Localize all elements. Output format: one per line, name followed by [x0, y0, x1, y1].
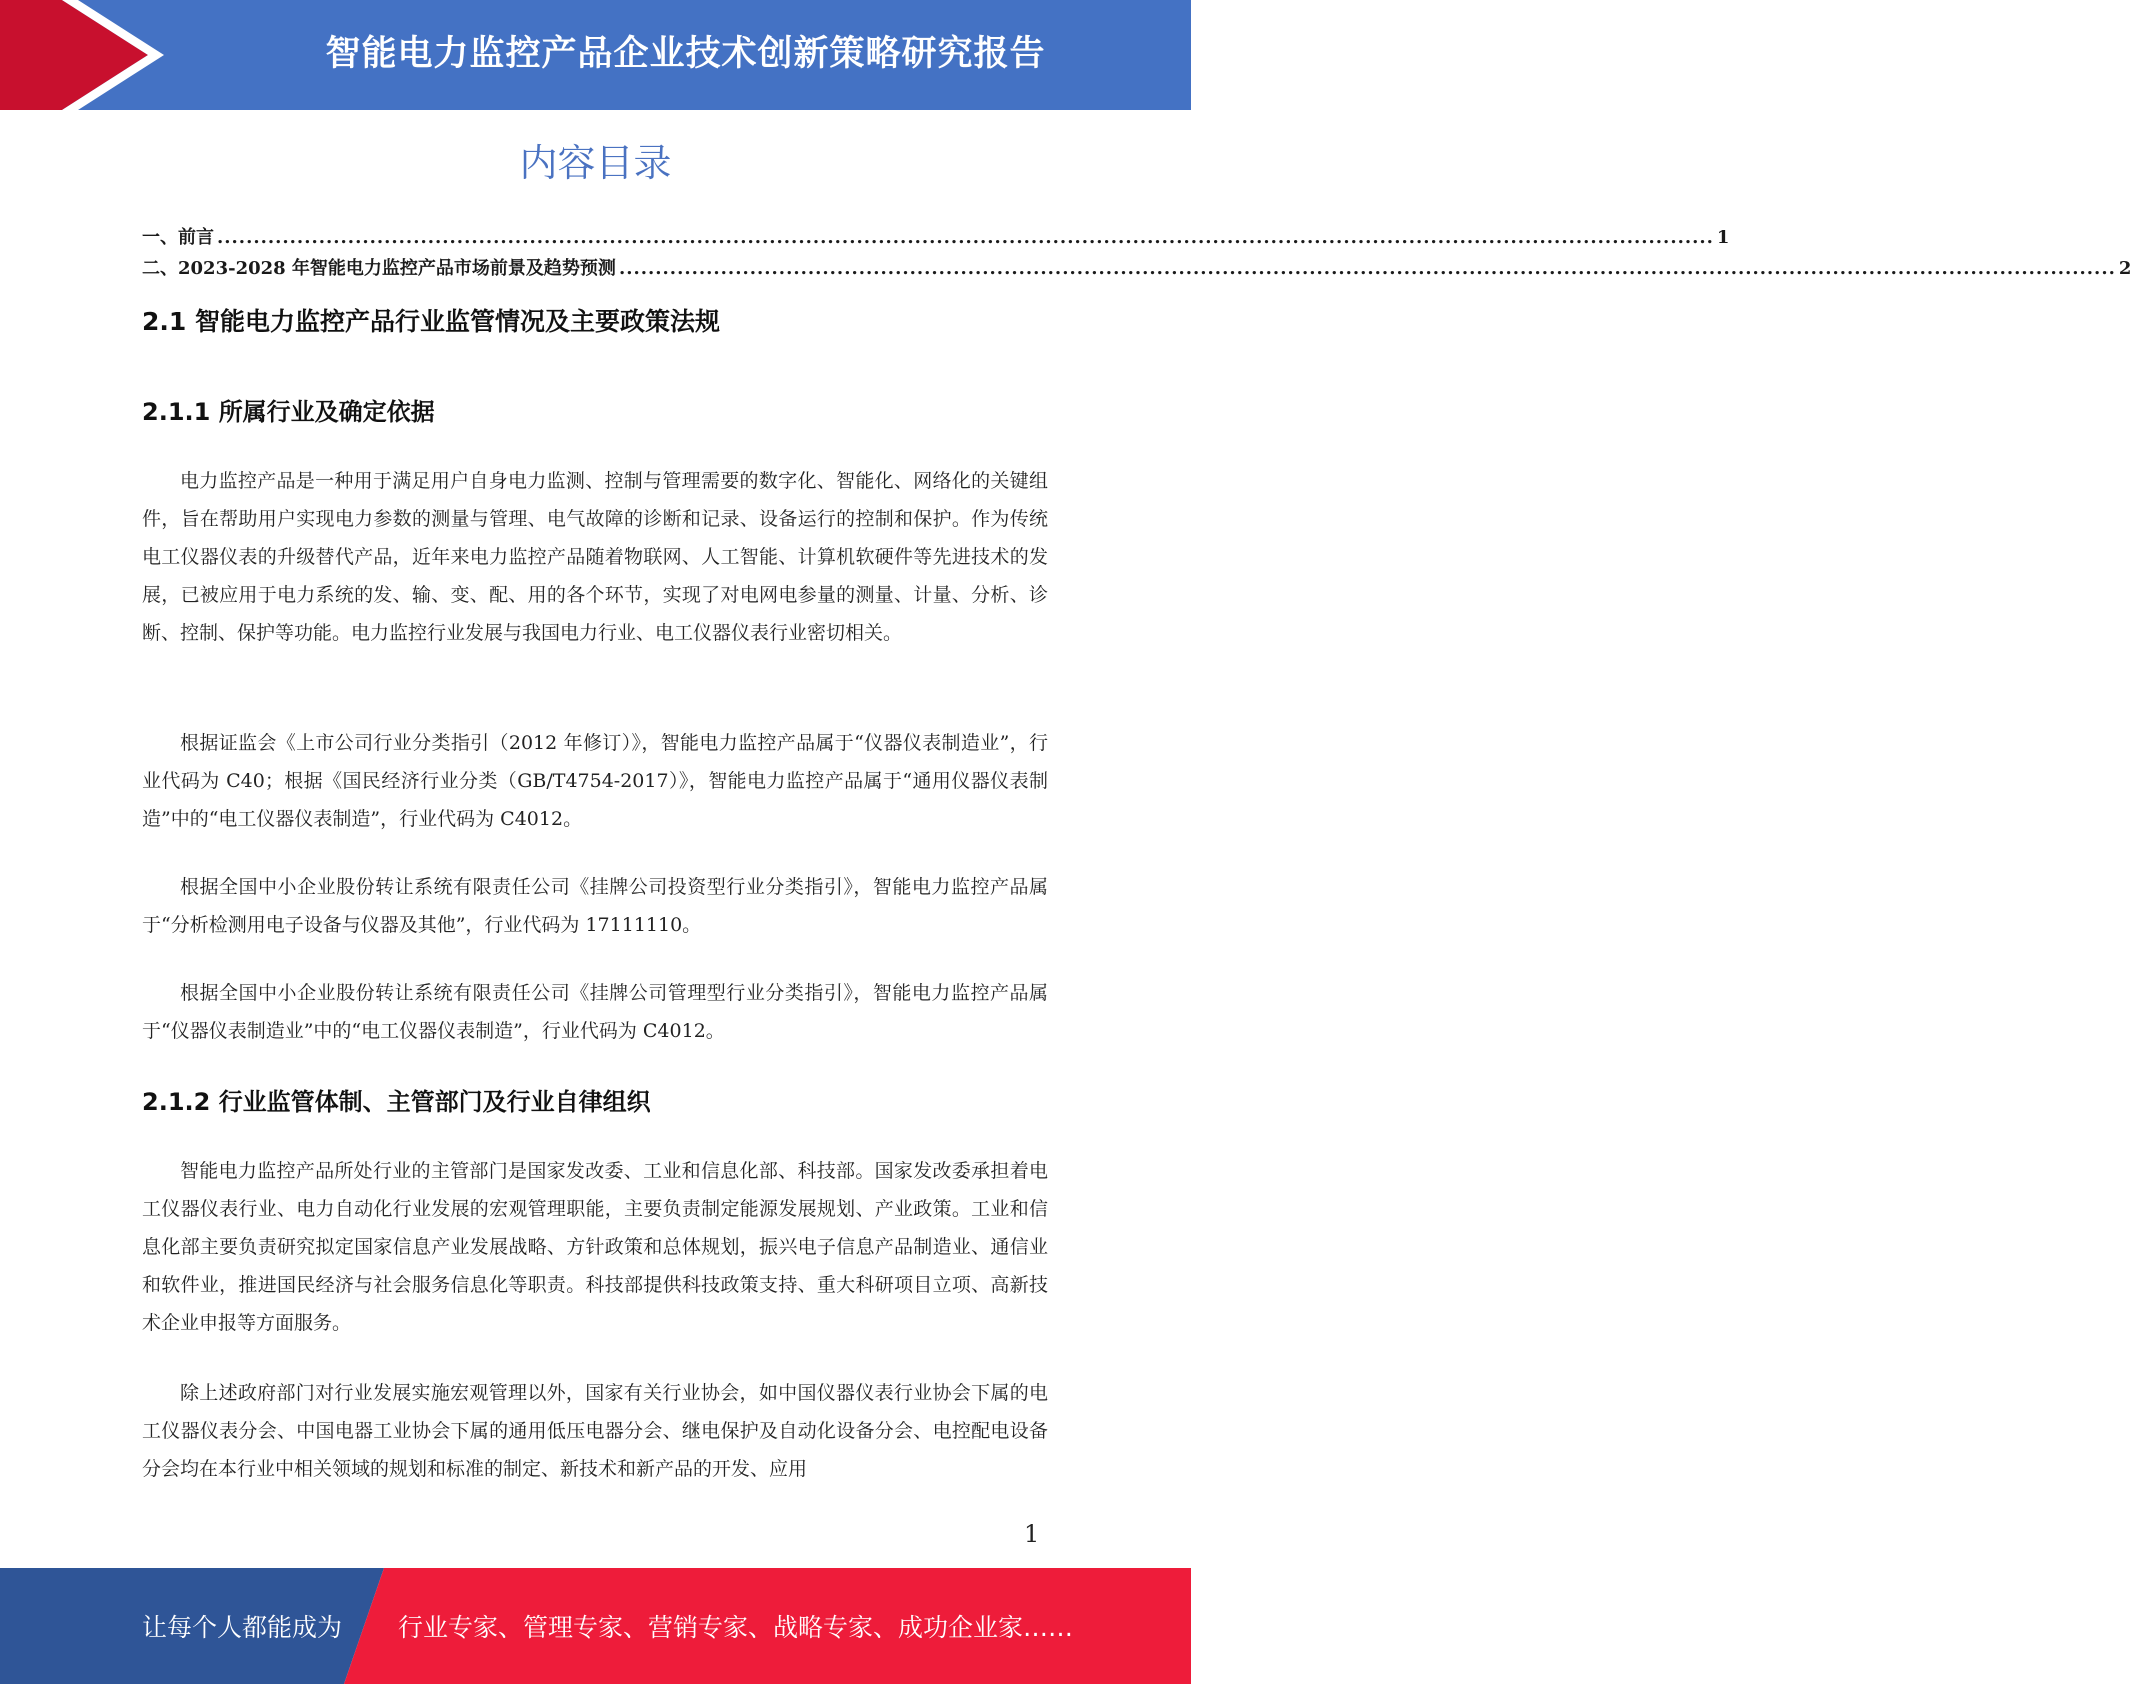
toc-leader-dots: .............................................................................................................................................................................................................. — [217, 227, 1714, 248]
toc-leader-dots: .............................................................................................................................................................................................................. — [618, 258, 2116, 279]
footer-slogan-right: 行业专家、管理专家、营销专家、战略专家、成功企业家…… — [398, 1613, 1074, 1642]
report-title: 智能电力监控产品企业技术创新策略研究报告 — [325, 34, 1046, 74]
section-heading-2-1-2: 2.1.2 行业监管体制、主管部门及行业自律组织 — [142, 1088, 651, 1116]
footer-slogan-left: 让每个人都能成为 — [142, 1613, 343, 1642]
paragraph-definition: 电力监控产品是一种用于满足用户自身电力监测、控制与管理需要的数字化、智能化、网络化的关键组件，旨在帮助用户实现电力参数的测量与管理、电气故障的诊断和记录、设备运行的控制和保护。作为传统电工仪器仪表的升级替代产品，近年来电力监控产品随着物联网、人工智能、计算机软硬件等先进技术的发展，已被应用于电力系统的发、输、变、配、用的各个环节，实现了对电网电参量的测量、计量、分析、诊断、控制、保护等功能。电力监控行业发展与我国电力行业、电工仪器仪表行业密切相关。 — [142, 470, 1048, 644]
section-heading-2-1: 2.1 智能电力监控产品行业监管情况及主要政策法规 — [142, 307, 720, 336]
toc-entry-label: 一、前言 — [142, 227, 214, 248]
paragraph-management-classification: 根据全国中小企业股份转让系统有限责任公司《挂牌公司管理型行业分类指引》，智能电力监控产品属于“仪器仪表制造业”中的“电工仪器仪表制造”，行业代码为 C4012。 — [142, 982, 1048, 1042]
toc-entry-page: 2 — [2118, 258, 2131, 279]
paragraph-csrc-classification: 根据证监会《上市公司行业分类指引（2012 年修订）》，智能电力监控产品属于“仪器仪表制造业”，行业代码为 C40；根据《国民经济行业分类（GB/T4754-2017）》，智能电力监控产品属于“通用仪器仪表制造”中的“电工仪器仪表制造”，行业代码为 C4012。 — [142, 732, 1048, 830]
toc-title: 内容目录 — [519, 141, 672, 185]
footer-band — [0, 1568, 1191, 1684]
paragraph-investment-classification: 根据全国中小企业股份转让系统有限责任公司《挂牌公司投资型行业分类指引》，智能电力监控产品属于“分析检测用电子设备与仪器及其他”，行业代码为 17111110。 — [142, 876, 1048, 936]
toc-entry-forecast[interactable] — [142, 253, 2131, 284]
toc-entry-label: 二、2023-2028 年智能电力监控产品市场前景及趋势预测 — [142, 258, 616, 279]
page-number: 1 — [1024, 1520, 1040, 1548]
toc-entry-preface[interactable] — [142, 222, 1730, 253]
table-of-contents — [142, 222, 2131, 284]
paragraph-regulators: 智能电力监控产品所处行业的主管部门是国家发改委、工业和信息化部、科技部。国家发改委承担着电工仪器仪表行业、电力自动化行业发展的宏观管理职能，主要负责制定能源发展规划、产业政策。工业和信息化部主要负责研究拟定国家信息产业发展战略、方针政策和总体规划，振兴电子信息产品制造业、通信业和软件业，推进国民经济与社会服务信息化等职责。科技部提供科技政策支持、重大科研项目立项、高新技术企业申报等方面服务。 — [142, 1160, 1048, 1334]
section-heading-2-1-1: 2.1.1 所属行业及确定依据 — [142, 398, 435, 426]
header-arrow-decoration — [0, 0, 200, 110]
header-band — [0, 0, 1191, 110]
toc-entry-page: 1 — [1716, 227, 1730, 248]
paragraph-industry-associations: 除上述政府部门对行业发展实施宏观管理以外，国家有关行业协会，如中国仪器仪表行业协会下属的电工仪器仪表分会、中国电器工业协会下属的通用低压电器分会、继电保护及自动化设备分会、电控配电设备分会均在本行业中相关领域的规划和标准的制定、新技术和新产品的开发、应用 — [142, 1382, 1048, 1480]
